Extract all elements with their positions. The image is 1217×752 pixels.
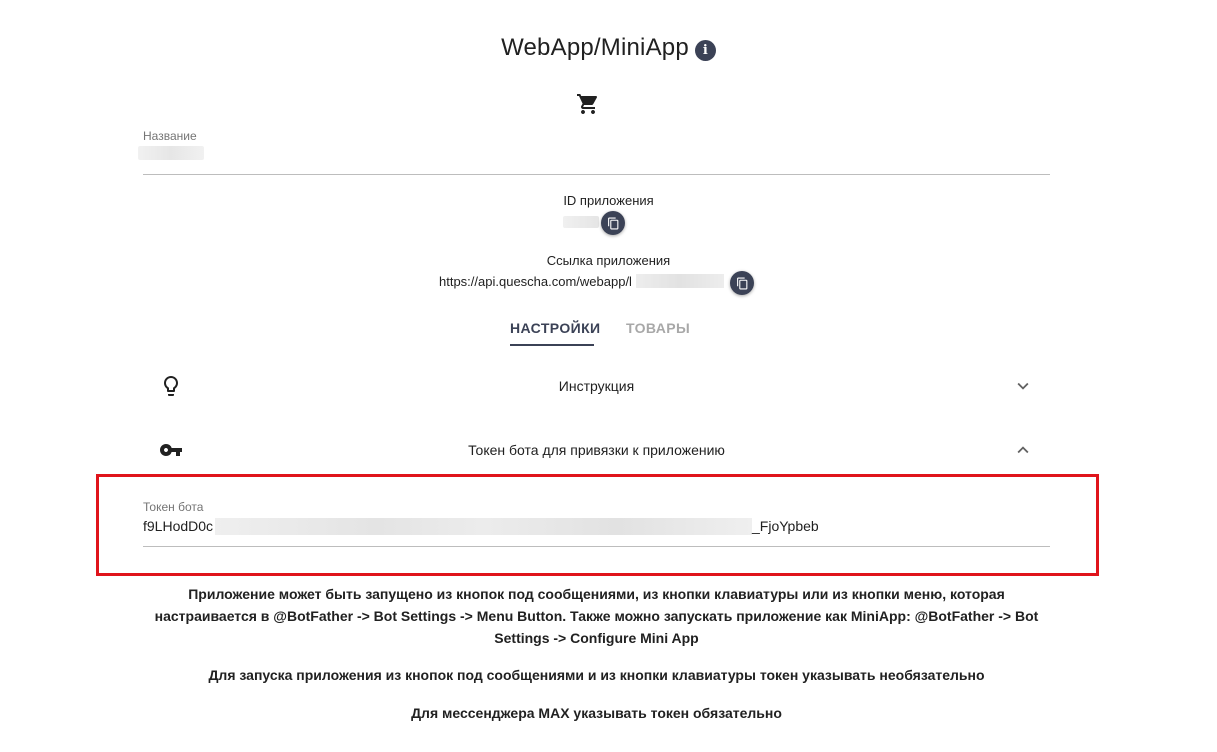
accordion-bot-token-title: Токен бота для привязки к приложению xyxy=(468,442,725,458)
name-field-underline xyxy=(143,174,1050,175)
app-link-label: Ссылка приложения xyxy=(546,253,671,268)
page-title: WebApp/MiniApp xyxy=(501,34,689,61)
tab-settings[interactable]: НАСТРОЙКИ xyxy=(510,320,601,336)
note-token-optional: Для запуска приложения из кнопок под сообщениями и из кнопки клавиатуры токен указывать необязательно xyxy=(208,667,985,683)
page-header xyxy=(0,34,1217,62)
app-id-label: ID приложения xyxy=(563,193,654,208)
accordion-instruction[interactable] xyxy=(143,366,1050,406)
chevron-down-icon[interactable] xyxy=(1012,375,1034,397)
accordion-bot-token[interactable] xyxy=(143,430,1050,470)
copy-icon xyxy=(607,217,620,230)
copy-app-id-button[interactable] xyxy=(601,211,625,235)
bot-token-label: Токен бота xyxy=(143,500,204,514)
active-tab-indicator xyxy=(510,344,594,346)
bot-token-underline xyxy=(143,546,1050,547)
shopping-cart-icon xyxy=(576,92,600,116)
copy-icon xyxy=(736,277,749,290)
copy-app-link-button[interactable] xyxy=(730,271,754,295)
note-launch-options: Приложение может быть запущено из кнопок под сообщениями, из кнопки клавиатуры или из кнопки меню, которая настраивается в @BotFather -> Bot Settings -> Menu Button. Также можно запускать приложение как MiniApp: @BotFather -> Bot Settings -> Configure Mini App xyxy=(154,586,1039,646)
accordion-instruction-title: Инструкция xyxy=(558,378,635,394)
chevron-up-icon[interactable] xyxy=(1012,439,1034,461)
bot-token-value-start[interactable]: f9LHodD0c xyxy=(143,518,214,534)
note-token-required-max: Для мессенджера MAX указывать токен обязательно xyxy=(411,705,782,721)
name-field-input[interactable] xyxy=(138,146,204,160)
app-id-value xyxy=(563,216,599,228)
info-icon[interactable]: i xyxy=(695,40,716,61)
app-link-value: https://api.quescha.com/webapp/l xyxy=(439,274,632,289)
tab-products[interactable]: ТОВАРЫ xyxy=(626,320,691,336)
bot-token-redacted xyxy=(215,518,752,535)
bot-token-value-end[interactable]: _FjoYpbeb xyxy=(752,518,819,534)
app-link-redacted xyxy=(636,274,724,288)
name-field-label: Название xyxy=(143,129,197,143)
